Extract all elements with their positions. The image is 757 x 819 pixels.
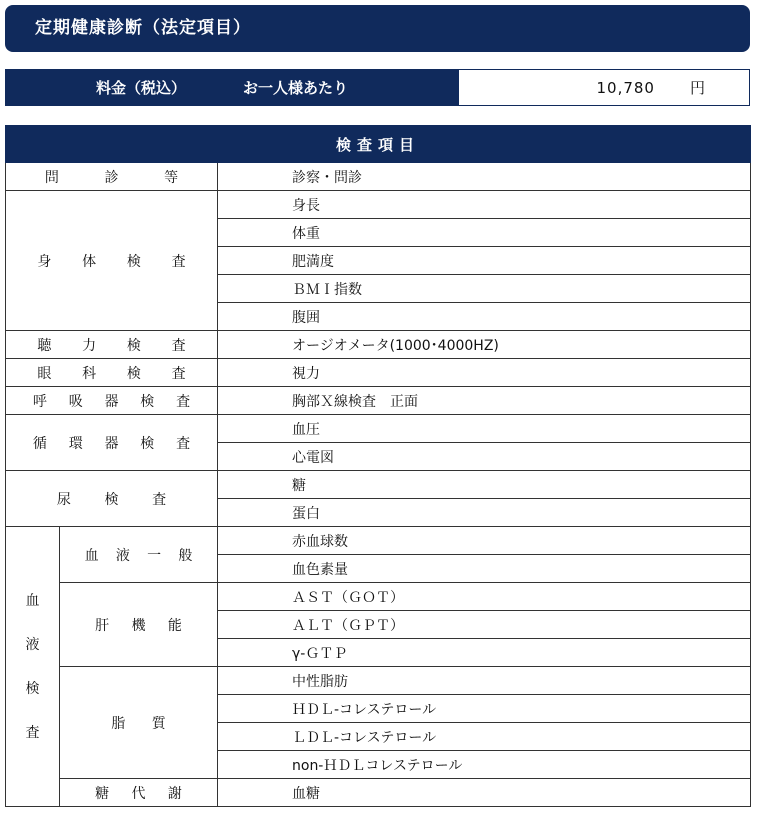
category-char: 液 bbox=[25, 636, 40, 653]
category-char: 査 bbox=[25, 724, 40, 741]
table-row bbox=[6, 583, 751, 611]
item-cell: 腹囲 bbox=[218, 303, 751, 331]
item-cell: オージオメータ(1000･4000HZ) bbox=[218, 331, 751, 359]
category-char: 検 bbox=[126, 253, 141, 270]
category-char: 質 bbox=[151, 715, 166, 732]
category-char: 体 bbox=[82, 253, 97, 270]
category-char: 検 bbox=[126, 365, 141, 382]
table-row bbox=[6, 471, 751, 499]
category-ganka bbox=[6, 359, 218, 387]
category-char: 身 bbox=[37, 253, 52, 270]
item-cell: 蛋白 bbox=[218, 499, 751, 527]
fee-row bbox=[5, 69, 750, 106]
category-char: 代 bbox=[131, 785, 146, 802]
category-char: 査 bbox=[171, 365, 186, 382]
item-cell: 体重 bbox=[218, 219, 751, 247]
category-char: 一 bbox=[147, 547, 162, 564]
table-row bbox=[6, 359, 751, 387]
item-cell: 視力 bbox=[218, 359, 751, 387]
category-char: 力 bbox=[82, 337, 97, 354]
category-char: 循 bbox=[32, 435, 47, 452]
item-cell: ＡＳＴ（ＧＯＴ） bbox=[218, 583, 751, 611]
item-cell: 血圧 bbox=[218, 415, 751, 443]
category-char: 診 bbox=[104, 169, 119, 186]
table-row bbox=[6, 527, 751, 555]
category-char: 検 bbox=[104, 491, 119, 508]
category-mon bbox=[6, 163, 218, 191]
category-char: 血 bbox=[84, 547, 99, 564]
category-kan bbox=[60, 583, 218, 667]
category-char: 検 bbox=[140, 435, 155, 452]
category-char: 能 bbox=[167, 617, 182, 634]
fee-value-cell bbox=[459, 70, 749, 105]
page-title: 定期健康診断（法定項目） bbox=[5, 5, 750, 52]
item-cell: 糖 bbox=[218, 471, 751, 499]
fee-amount: 10,780 bbox=[596, 78, 655, 97]
category-char: 液 bbox=[115, 547, 130, 564]
category-char: 吸 bbox=[68, 393, 83, 410]
category-char: 等 bbox=[164, 169, 179, 186]
category-char: 聴 bbox=[37, 337, 52, 354]
item-cell: ＢＭＩ指数 bbox=[218, 275, 751, 303]
table-heading: 検査項目 bbox=[6, 126, 751, 163]
category-nyo bbox=[6, 471, 218, 527]
category-char: 謝 bbox=[167, 785, 182, 802]
category-ippan bbox=[60, 527, 218, 583]
category-char: 検 bbox=[126, 337, 141, 354]
category-char: 科 bbox=[82, 365, 97, 382]
table-header-row bbox=[6, 126, 751, 163]
table-row bbox=[6, 415, 751, 443]
fee-per-person: お一人様あたり bbox=[243, 79, 349, 97]
item-cell: 診察・問診 bbox=[218, 163, 751, 191]
category-char: 査 bbox=[171, 337, 186, 354]
category-char: 血 bbox=[25, 592, 40, 609]
table-row bbox=[6, 667, 751, 695]
category-char: 査 bbox=[176, 393, 191, 410]
item-cell: 肥満度 bbox=[218, 247, 751, 275]
category-char: 器 bbox=[104, 393, 119, 410]
category-char: 肝 bbox=[95, 617, 110, 634]
item-cell: 胸部Ｘ線検査 正面 bbox=[218, 387, 751, 415]
item-cell: ＨＤＬ-コレステロール bbox=[218, 695, 751, 723]
category-kokyu bbox=[6, 387, 218, 415]
category-char: 機 bbox=[131, 617, 146, 634]
category-char: 査 bbox=[171, 253, 186, 270]
category-shintai bbox=[6, 191, 218, 331]
category-char: 器 bbox=[104, 435, 119, 452]
table-row bbox=[6, 387, 751, 415]
exam-table bbox=[5, 125, 751, 807]
category-char: 般 bbox=[178, 547, 193, 564]
item-cell: ＬＤＬ-コレステロール bbox=[218, 723, 751, 751]
category-junkan bbox=[6, 415, 218, 471]
category-char: 査 bbox=[176, 435, 191, 452]
category-char: 検 bbox=[140, 393, 155, 410]
item-cell: 赤血球数 bbox=[218, 527, 751, 555]
table-row bbox=[6, 779, 751, 807]
category-char: 脂 bbox=[111, 715, 126, 732]
category-char: 呼 bbox=[32, 393, 47, 410]
category-char: 問 bbox=[44, 169, 59, 186]
category-choryoku bbox=[6, 331, 218, 359]
item-cell: γ-ＧＴＰ bbox=[218, 639, 751, 667]
category-toutaisha bbox=[60, 779, 218, 807]
category-char: 査 bbox=[152, 491, 167, 508]
category-char: 尿 bbox=[56, 491, 71, 508]
category-shishitsu bbox=[60, 667, 218, 779]
fee-unit: 円 bbox=[689, 79, 705, 97]
item-cell: 中性脂肪 bbox=[218, 667, 751, 695]
table-row bbox=[6, 163, 751, 191]
category-blood bbox=[6, 527, 60, 807]
item-cell: ＡＬＴ（ＧＰＴ） bbox=[218, 611, 751, 639]
fee-label-cell bbox=[6, 70, 459, 105]
item-cell: 身長 bbox=[218, 191, 751, 219]
item-cell: 血色素量 bbox=[218, 555, 751, 583]
item-cell: 心電図 bbox=[218, 443, 751, 471]
category-char: 環 bbox=[68, 435, 83, 452]
category-char: 糖 bbox=[95, 785, 110, 802]
item-cell: non-ＨＤＬコレステロール bbox=[218, 751, 751, 779]
fee-label: 料金（税込） bbox=[96, 79, 187, 97]
table-row bbox=[6, 331, 751, 359]
category-char: 検 bbox=[25, 680, 40, 697]
category-char: 眼 bbox=[37, 365, 52, 382]
item-cell: 血糖 bbox=[218, 779, 751, 807]
table-row bbox=[6, 191, 751, 219]
